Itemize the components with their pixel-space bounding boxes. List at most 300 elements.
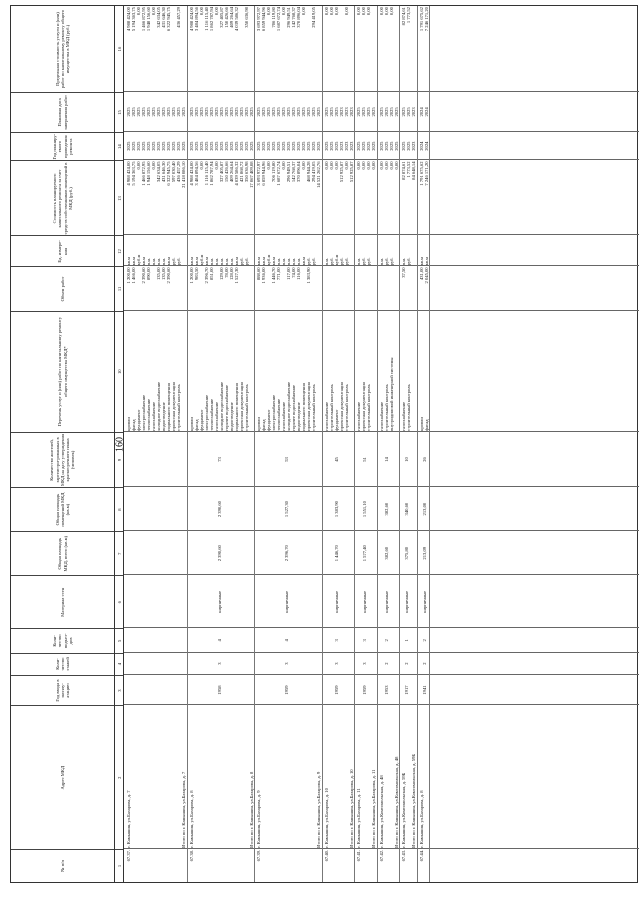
work-unit: кв.м	[423, 256, 429, 266]
work-max-cost: 1 466 872,95	[141, 7, 146, 32]
col-number-12: 12	[115, 235, 123, 266]
wall-material: кирпичные	[284, 590, 289, 613]
work-type: газоснабжение	[356, 401, 361, 431]
col-number-7: 7	[115, 531, 123, 575]
work-volume: 37,50	[401, 267, 406, 278]
work-type: строительный контроль	[328, 384, 334, 431]
work-cost: 0,00	[281, 161, 286, 170]
work-max-cost: 0,00	[366, 7, 371, 16]
work-max-cost: 0,00	[378, 7, 384, 16]
resident-count: 73	[216, 457, 222, 462]
work-year: 2025	[281, 141, 286, 151]
row-separator	[377, 6, 378, 882]
work-type: электроснабжение	[141, 394, 146, 431]
work-volume: 983,50	[193, 267, 199, 281]
work-type: проектная документация	[238, 382, 244, 431]
work-end-date: 2025	[136, 107, 141, 117]
work-end-date: 2025	[286, 107, 291, 117]
work-end-date: 2025	[401, 107, 406, 117]
work-end-date: 2023	[343, 107, 349, 117]
work-cost: 1 116 115,40	[203, 161, 209, 186]
work-type: теплоснабжение	[208, 398, 214, 431]
col-number-13: 13	[115, 160, 123, 235]
work-cost: 1 687 672,74	[276, 161, 281, 186]
work-year: 2025	[271, 141, 276, 151]
work-max-cost: 150 426,66	[223, 7, 229, 28]
work-type: горячее водоснабжение	[223, 384, 229, 431]
row-number: 67.42.	[378, 849, 384, 862]
col-number-3: 3	[115, 675, 123, 706]
work-cost: 4 988 424,00	[188, 161, 194, 186]
entrance-count: 3	[361, 639, 367, 642]
work-volume: 771,00	[276, 267, 281, 281]
work-end-date: 2025	[176, 107, 181, 117]
row-total-label: Итого по г. Камышин, ул.Базарова, д. 7	[181, 771, 186, 848]
row-separator	[429, 6, 430, 882]
column-divider	[124, 131, 639, 132]
work-cost: 0,00	[198, 161, 204, 170]
column-divider	[124, 674, 639, 675]
floor-count: 2	[404, 662, 409, 665]
column-divider	[124, 159, 639, 160]
work-end-date: 2025	[301, 107, 306, 117]
work-max-cost: 0,00	[333, 7, 339, 16]
row-separator	[254, 6, 255, 882]
row-number: 67.40.	[323, 849, 329, 862]
entrance-count: 1	[404, 639, 409, 642]
resident-count: 14	[384, 457, 389, 462]
work-cost: 1 773,52	[406, 161, 411, 178]
work-cost: 421 868,72	[238, 161, 244, 183]
work-end-date: 2025	[233, 107, 239, 117]
col-number-1: 1	[115, 849, 123, 882]
row-total-cost: 17 067 409,08	[248, 161, 254, 188]
work-volume: 431,00	[418, 267, 424, 281]
work-volume: 1 200,00	[188, 267, 194, 284]
work-cost: 294 419,05	[311, 161, 316, 183]
address-text: г. Камышин, ул.Базарова, д. 10	[323, 788, 329, 848]
row-total-label: Итого по г. Камышин, ул.Базарова, д. 8	[248, 771, 254, 848]
work-unit: руб.	[366, 257, 371, 266]
work-year: 2025	[383, 141, 389, 151]
work-year: 2025	[256, 141, 261, 151]
address-text: г. Камышин, ул.Базарова, д. 8	[188, 790, 194, 848]
header-col-2: Адрес МКД	[11, 705, 114, 848]
work-volume: 1 466,00	[131, 267, 136, 284]
row-number: 67.39.	[256, 849, 261, 862]
row-number: 67.37.	[126, 849, 131, 862]
work-type: холодное водоснабжение	[156, 381, 161, 431]
work-end-date: 2025	[366, 107, 371, 117]
work-unit: кв.м	[418, 256, 424, 266]
column-divider	[124, 627, 639, 628]
work-end-date: 2025	[126, 107, 131, 117]
work-unit: п.м.	[401, 257, 406, 266]
work-end-date: 2025	[188, 107, 194, 117]
work-end-date: 2025	[406, 107, 411, 117]
year-built: 1953	[384, 685, 389, 695]
work-unit: куб.м	[136, 254, 141, 266]
total-area: 1 577,40	[361, 545, 367, 562]
header-col-15: Плановая дата завершения работ	[11, 92, 114, 132]
work-cost: 0,00	[266, 161, 271, 170]
col-number-2: 2	[115, 705, 123, 848]
column-divider	[124, 704, 639, 705]
floor-count: 3	[334, 662, 339, 665]
header-col-6: Материал стен	[11, 575, 114, 628]
work-end-date: 2025	[208, 107, 214, 117]
work-max-cost: 3 484 894,56	[193, 7, 199, 32]
work-year: 2025	[401, 141, 406, 151]
work-year: 2025	[233, 141, 239, 151]
work-max-cost: 6 859 944,96	[261, 7, 266, 32]
work-year: 2025	[223, 141, 229, 151]
work-year: 2025	[296, 141, 301, 151]
work-type: строительный контроль	[366, 384, 371, 431]
work-year: 2025	[366, 141, 371, 151]
work-cost: 1 862 787,94	[208, 161, 214, 186]
work-type: строительный контроль	[311, 384, 316, 431]
work-unit: руб.	[171, 257, 176, 266]
work-volume: 117,00	[286, 267, 291, 280]
entrance-count: 3	[334, 639, 339, 642]
work-type: фасад	[193, 419, 199, 431]
work-max-cost: 706 119,80	[271, 7, 276, 28]
work-cost: 436 457,29	[176, 161, 181, 183]
work-type: строительный контроль	[383, 384, 389, 431]
row-total-year: 2025	[393, 141, 399, 151]
floor-count: 2	[421, 662, 427, 665]
work-end-date: 2025	[383, 107, 389, 117]
work-type: газоснабжение	[378, 401, 384, 431]
work-year: 2025	[161, 141, 166, 151]
work-end-date: 2025	[296, 107, 301, 117]
work-unit: руб.	[383, 257, 389, 266]
work-type: кровли	[256, 417, 261, 431]
work-cost: 0,00	[136, 161, 141, 170]
work-max-cost: 6 322 945,75	[166, 7, 171, 32]
row-total-date: 2025	[316, 107, 321, 117]
work-year: 2025	[286, 141, 291, 151]
work-end-date: 2025	[218, 107, 224, 117]
col-number-10: 10	[115, 311, 123, 432]
work-cost: 342 634,05	[156, 161, 161, 183]
col-number-6: 6	[115, 575, 123, 628]
work-type: строительный контроль	[176, 384, 181, 431]
column-divider	[124, 652, 639, 653]
work-max-cost: 436 457,29	[176, 7, 181, 28]
work-max-cost: 0,00	[388, 7, 394, 16]
work-type: фундамент	[136, 409, 141, 431]
work-end-date: 2025	[281, 107, 286, 117]
work-cost: 4 039 586,32	[233, 161, 239, 186]
work-volume: 1 383,90	[306, 267, 311, 284]
work-year: 2025	[126, 141, 131, 151]
row-total-cost: 21 418 086,10	[181, 161, 186, 188]
wall-material: кирпичные	[384, 590, 389, 613]
work-year: 2025	[301, 141, 306, 151]
row-total-cost: 0,00	[393, 161, 399, 170]
work-year: 2025	[193, 141, 199, 151]
total-area: 213,09	[421, 546, 427, 560]
work-cost: 0,00	[343, 161, 349, 170]
work-unit: кв.м	[261, 256, 266, 266]
total-area: 2 390,60	[216, 545, 222, 562]
work-type: теплоснабжение	[276, 398, 281, 431]
work-volume: 890,00	[146, 267, 151, 281]
floor-count: 2	[384, 662, 389, 665]
work-unit: кв.м	[188, 256, 194, 266]
work-end-date: 2025	[223, 107, 229, 117]
work-year: 2023	[338, 141, 344, 151]
work-end-date: 2025	[361, 107, 366, 117]
header-col-14: Год планиру-емого проведения ремонта	[11, 132, 114, 161]
row-total-label: Итого по г. Камышин, ул.Базарова, д. 11	[371, 769, 376, 848]
work-year: 2025	[333, 141, 339, 151]
resident-count: 51	[361, 457, 367, 462]
work-max-cost: 5 194 363,75	[131, 7, 136, 32]
work-end-date: 2025	[213, 107, 219, 117]
work-volume: 135,00	[156, 267, 161, 281]
work-max-cost: 0,00	[323, 7, 329, 16]
work-end-date: 2025	[356, 107, 361, 117]
row-number: 67.44.	[418, 849, 424, 862]
work-cost: 5 194 363,75	[131, 161, 136, 186]
work-cost: 6 859 944,96	[261, 161, 266, 186]
row-separator	[417, 6, 418, 882]
work-cost: 0,00	[356, 161, 361, 170]
work-unit: п.м.	[146, 257, 151, 266]
work-cost: 1 791 675,62	[418, 161, 424, 186]
work-volume: 128,00	[228, 267, 234, 281]
work-year: 2025	[388, 141, 394, 151]
row-separator	[399, 6, 400, 882]
work-type: холодное водоснабжение	[286, 381, 291, 431]
row-total-date: 2025	[181, 107, 186, 117]
row-total-date: 2025	[393, 107, 399, 117]
work-cost: 0,00	[333, 161, 339, 170]
work-end-date: 2025	[323, 107, 329, 117]
work-type: теплоснабжение	[146, 398, 151, 431]
work-max-cost: 3 693 972,97	[256, 7, 261, 32]
work-type: кровли	[418, 417, 424, 431]
work-volume: 74,00	[291, 267, 296, 278]
row-total-date: 2023	[411, 107, 416, 117]
row-total-year: 2025	[248, 141, 254, 151]
work-unit: п.м.	[208, 257, 214, 266]
work-max-cost: 0,00	[301, 7, 306, 16]
work-max-cost: 409 264,64	[228, 7, 234, 28]
work-end-date: 2025	[306, 107, 311, 117]
work-end-date: 2025	[161, 107, 166, 117]
header-col-9: Количество жителей, зарегистри-рованных в МКД на дату утверждения краткосрочного плана (человек)	[11, 432, 114, 487]
work-type: фундамент	[266, 409, 271, 431]
address-text: г. Камышин, ул.Комсомольская, д. 48	[378, 775, 384, 848]
header-col-13: Стоимость планируемого капитального ремонта за счет средств собственников помещений в МКД (руб.)	[11, 160, 114, 235]
work-type: холодное водоснабжение	[218, 381, 224, 431]
work-cost: 350 636,98	[243, 161, 249, 183]
page-number: 160	[114, 437, 126, 452]
work-unit: руб.	[406, 257, 411, 266]
row-separator	[322, 6, 323, 882]
work-volume: 1 936,00	[261, 267, 266, 284]
work-unit: кв.м	[193, 256, 199, 266]
work-max-cost: 0,00	[213, 7, 219, 16]
work-max-cost: 350 636,98	[243, 7, 249, 28]
work-unit: кв.м	[203, 256, 209, 266]
work-max-cost: 0,00	[151, 7, 156, 16]
table-body	[124, 6, 639, 882]
year-built: 1941	[421, 685, 427, 695]
work-type: водоотведение	[161, 402, 166, 431]
work-cost: 82 874,61	[401, 161, 406, 180]
work-unit: кв.м	[271, 256, 276, 266]
work-year: 2025	[156, 141, 161, 151]
entrance-count: 2	[384, 639, 389, 642]
work-year: 2025	[218, 141, 224, 151]
work-year: 2025	[378, 141, 384, 151]
work-type: газоснабжение	[323, 401, 329, 431]
work-end-date: 2025	[276, 107, 281, 117]
row-total-label: Итого по г. Камышин, ул.Комсомольская, д. 48	[393, 756, 399, 848]
work-volume: 2 396,70	[203, 267, 209, 284]
work-end-date: 2025	[198, 107, 204, 117]
work-unit: п.м.	[323, 257, 329, 266]
address-text: г. Камышин, ул.Базарова, д. 9	[256, 790, 261, 848]
work-type: проектная документация	[171, 382, 176, 431]
work-max-cost: 0,00	[266, 7, 271, 16]
entrance-count: 4	[284, 639, 289, 642]
premises-area: 1 383,90	[334, 501, 339, 518]
work-year: 2025	[311, 141, 316, 151]
column-divider	[124, 574, 639, 575]
work-cost: 0,00	[328, 161, 334, 170]
column-divider	[124, 91, 639, 92]
work-end-date: 2025	[378, 107, 384, 117]
premises-area: 1 551,10	[361, 501, 367, 518]
resident-count: 26	[421, 457, 427, 462]
work-type: строительный контроль	[343, 384, 349, 431]
work-max-cost: 1 773,52	[406, 7, 411, 24]
work-end-date: 2025	[146, 107, 151, 117]
premises-area: 1 527,30	[284, 501, 289, 518]
work-end-date: 2025	[193, 107, 199, 117]
work-max-cost: 327 405,87	[218, 7, 224, 28]
work-volume: 2 390,60	[141, 267, 146, 284]
column-divider	[124, 310, 639, 311]
row-total-cost: 84 648,14	[411, 161, 416, 180]
premises-area: 382,60	[384, 502, 389, 516]
work-unit: кв.м	[141, 256, 146, 266]
address-text: г. Камышин, ул.Базарова, д. 7	[126, 790, 131, 848]
row-total-year: 2025	[181, 141, 186, 151]
premises-area: 213,00	[421, 502, 427, 516]
work-type: газоснабжение	[281, 401, 286, 431]
work-type: фасад	[423, 419, 429, 431]
work-unit: куб.м	[266, 254, 271, 266]
header-col-10: Перечень услуг и (или) работ по капитальному ремонту общего имущества МКД*	[11, 311, 114, 432]
work-cost: 0,00	[323, 161, 329, 170]
total-area: 375,80	[404, 546, 409, 560]
work-unit: п.м.	[218, 257, 224, 266]
work-end-date: 2025	[156, 107, 161, 117]
work-volume: 78,00	[223, 267, 229, 278]
work-unit: п.м.	[223, 257, 229, 266]
work-unit: куб.м	[198, 254, 204, 266]
work-volume: 888,60	[256, 267, 261, 281]
work-end-date: 2025	[151, 107, 156, 117]
work-volume: 851,00	[208, 267, 214, 281]
row-total-year: 2023	[348, 141, 354, 151]
header-col-7: Общая площадь МКД, всего (кв.м)	[11, 531, 114, 575]
work-year: 2025	[208, 141, 214, 151]
work-unit: руб.	[243, 257, 249, 266]
work-volume: 1 200,00	[126, 267, 131, 284]
header-col-16: Предельная стоимость услуги и (или) работ по капитальному ремонту общего имущества в МКД (руб.)	[54, 9, 71, 89]
work-year: 2025	[228, 141, 234, 151]
work-year: 2025	[203, 141, 209, 151]
work-max-cost: 142 768,37	[291, 7, 296, 28]
col-number-8: 8	[115, 487, 123, 531]
work-unit: п.м.	[161, 257, 166, 266]
year-built: 1959	[361, 685, 367, 695]
total-area: 2 396,70	[284, 545, 289, 562]
col-number-5: 5	[115, 628, 123, 652]
work-unit: п.м.	[276, 257, 281, 266]
work-unit: руб.	[328, 257, 334, 266]
work-cost: 150 426,66	[223, 161, 229, 183]
work-max-cost: 0,00	[198, 7, 204, 16]
header-col-3: Год ввода в эксплу-атацию	[11, 675, 114, 706]
work-year: 2025	[328, 141, 334, 151]
work-end-date: 2025	[333, 107, 339, 117]
work-max-cost: 0,00	[328, 7, 334, 16]
work-year: 2025	[188, 141, 194, 151]
work-type: проектная документация	[306, 382, 311, 431]
year-built: 1959	[334, 685, 339, 695]
work-max-cost: 0,00	[361, 7, 366, 16]
work-unit: п.м.	[281, 257, 286, 266]
work-end-date: 2025	[256, 107, 261, 117]
work-cost: 327 405,87	[218, 161, 224, 183]
work-type: газоснабжение	[213, 401, 219, 431]
premises-area: 2 390,60	[216, 501, 222, 518]
work-year: 2025	[176, 141, 181, 151]
row-total-date: 2023	[348, 107, 354, 117]
work-type: горячее водоснабжение	[291, 384, 296, 431]
work-max-cost: 4 988 424,00	[126, 7, 131, 32]
work-unit: руб.	[343, 257, 349, 266]
column-divider	[124, 848, 639, 849]
work-year: 2025	[151, 141, 156, 151]
premises-area: 340,60	[404, 502, 409, 516]
row-total-label: Итого по г. Камышин, ул.Базарова, д. 9	[316, 771, 321, 848]
work-cost: 1 466 872,95	[141, 161, 146, 186]
row-number: 67.41.	[356, 849, 361, 862]
work-end-date: 2025	[131, 107, 136, 117]
work-cost: 142 768,37	[291, 161, 296, 183]
row-total-date: 2025	[371, 107, 376, 117]
column-divider	[124, 234, 639, 235]
work-end-date: 2025	[311, 107, 316, 117]
work-end-date: 2025	[261, 107, 266, 117]
work-type: кровли	[126, 417, 131, 431]
work-type: внутридомовой инженерной системы	[388, 357, 394, 431]
col-number-4: 4	[115, 653, 123, 675]
work-year: 2024	[418, 141, 424, 151]
work-unit: кв.м	[233, 256, 239, 266]
work-type: строительный контроль	[243, 384, 249, 431]
